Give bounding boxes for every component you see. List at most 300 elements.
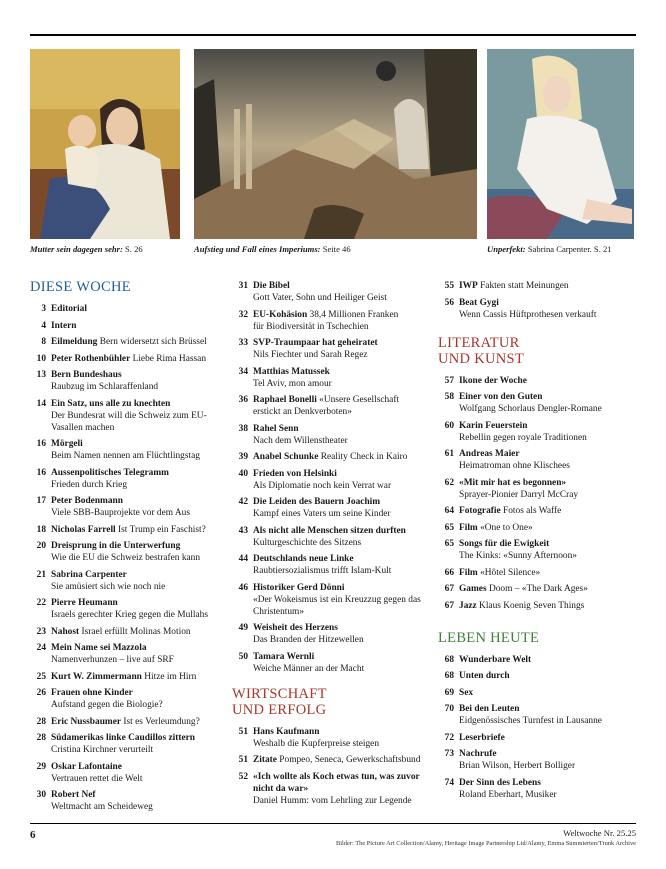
toc-entry-body	[51, 569, 222, 593]
toc-entry-body	[253, 754, 432, 766]
toc-entry-body	[253, 622, 432, 646]
photo-sabrina-carpenter[interactable]	[487, 49, 634, 239]
toc-entry-body	[51, 524, 222, 536]
toc-entry-inline-text: Bern widersetzt sich Brüssel	[97, 337, 207, 347]
toc-entry-body	[51, 716, 222, 728]
toc-entry[interactable]	[232, 771, 432, 807]
toc-entry-description: Brian Wilson, Herbert Bolliger	[459, 761, 576, 771]
toc-entry-description: Eidgenössisches Turnfest in Lausanne	[459, 716, 602, 726]
toc-entry[interactable]	[438, 280, 638, 292]
toc-entry-body	[253, 280, 432, 304]
toc-entry-title: Eilmeldung	[51, 337, 98, 347]
toc-entry-body	[51, 540, 222, 564]
toc-entry-inline-text: 38,4 Millionen Franken	[307, 309, 399, 320]
toc-entry-body	[51, 353, 222, 365]
column-middle	[232, 280, 432, 811]
toc-entry-title: Sabrina Carpenter	[51, 569, 127, 580]
toc-page-number: 57	[444, 375, 454, 386]
toc-entry-description: Sie amüsiert sich wie noch nie	[51, 581, 166, 592]
toc-page-number: 22	[36, 598, 46, 608]
toc-entry[interactable]	[30, 642, 222, 666]
toc-entry[interactable]	[232, 622, 432, 646]
toc-entry[interactable]	[232, 651, 432, 675]
toc-entry-title: Zitate	[253, 755, 277, 765]
toc-entry-body	[253, 337, 432, 361]
toc-entry-body	[51, 597, 222, 621]
toc-entry-description: für Biodiversität in Tschechien	[253, 321, 369, 332]
toc-page-number: 46	[238, 582, 248, 593]
toc-entry[interactable]	[30, 761, 222, 785]
toc-entry-description: Kampf eines Vaters um seine Kinder	[253, 509, 391, 519]
toc-page-number: 52	[238, 771, 248, 782]
toc-entry[interactable]	[232, 468, 432, 492]
toc-entry-inline-text: Pompeo, Seneca, Gewerkschaftsbund	[276, 755, 421, 765]
toc-entry-description: The Kinks: «Sunny Afternoon»	[459, 551, 577, 561]
toc-entry-body	[459, 703, 638, 727]
toc-page-number: 14	[36, 398, 46, 409]
toc-page-number: 34	[238, 366, 248, 377]
toc-page-number: 51	[238, 755, 248, 765]
toc-page-number: 67	[444, 584, 454, 594]
toc-entry-title: Der Sinn des Lebens	[459, 777, 541, 788]
toc-entry-inline-text: Liebe Rima Hassan	[130, 353, 207, 364]
toc-entry-title: Mein Name sei Mazzola	[51, 643, 147, 653]
toc-page-number: 65	[444, 539, 454, 549]
toc-entry-body	[51, 398, 222, 434]
toc-entry-title: Film	[459, 522, 478, 533]
toc-page-number: 69	[444, 687, 454, 698]
toc-page-number: 38	[238, 423, 248, 434]
toc-entry-description: Wenn Cassis Hüftprothesen verkauft	[459, 309, 597, 320]
toc-entry[interactable]	[232, 553, 432, 577]
toc-entry[interactable]	[30, 495, 222, 519]
toc-entry-inline-text: «Unsere Gesellschaft	[316, 395, 400, 405]
toc-entry-title: Anabel Schunke	[253, 452, 319, 462]
toc-page-number: 56	[444, 297, 454, 308]
toc-entry-body	[51, 642, 222, 666]
toc-entry-title: Oskar Lafontaine	[51, 761, 122, 772]
toc-page-number: 28	[36, 716, 46, 727]
toc-entry-title: Robert Nef	[51, 790, 96, 800]
column-diese-woche	[30, 279, 222, 818]
toc-entry-title: Ein Satz, uns alle zu knechten	[51, 398, 171, 409]
caption-empire: Aufstieg und Fall eines Imperiums: Seite 46	[194, 244, 351, 254]
toc-page-number: 36	[238, 395, 248, 405]
toc-entry-body	[51, 336, 222, 348]
toc-entry-title: Sex	[459, 687, 474, 698]
toc-entry-title: Editorial	[51, 304, 87, 314]
toc-entry-description: Kulturgeschichte des Sitzens	[253, 537, 362, 548]
toc-entry-inline-text: «Hôtel Silence»	[477, 567, 541, 578]
toc-entry[interactable]	[30, 732, 222, 756]
toc-entry-description: Sprayer-Pionier Darryl McCray	[459, 489, 579, 500]
toc-entry[interactable]	[438, 583, 638, 595]
toc-entry-description: Beim Namen nennen am Flüchtlingstag	[51, 451, 200, 461]
toc-entry-body	[51, 438, 222, 462]
toc-page-number: 3	[41, 304, 46, 314]
toc-entry-body	[51, 761, 222, 785]
toc-entry-body	[51, 303, 222, 315]
toc-page-number: 55	[444, 281, 454, 291]
toc-entry-description: Raubzug im Schlaraffenland	[51, 382, 159, 392]
toc-page-number: 21	[36, 569, 46, 580]
toc-entry-body	[51, 626, 222, 638]
toc-entry-title: Einer von den Guten	[459, 392, 543, 402]
toc-entry-body	[459, 522, 638, 534]
toc-entry-title: Aussenpolitisches Telegramm	[51, 467, 169, 478]
toc-entry-body	[459, 391, 638, 415]
toc-entry[interactable]	[30, 467, 222, 491]
section-title-leben-heute: LEBEN HEUTE	[438, 629, 540, 646]
toc-entry-title: Film	[459, 567, 478, 578]
toc-entry-title: Nicholas Farrell	[51, 524, 116, 535]
toc-entry-description: Roland Eberhart, Musiker	[459, 789, 557, 800]
toc-entry-title: Bei den Leuten	[459, 704, 520, 714]
toc-entry-title: «Mit mir hat es begonnen»	[459, 477, 567, 488]
toc-entry[interactable]	[232, 280, 432, 304]
toc-entry-title: «Ich wollte als Koch etwas tun, was zuvor nicht da war»	[253, 771, 420, 794]
toc-entry[interactable]	[438, 420, 638, 444]
toc-entry-body	[253, 771, 432, 807]
toc-entry-title: Mörgeli	[51, 439, 83, 449]
toc-entry-title: Andreas Maier	[459, 449, 520, 459]
toc-entry-title: Leserbriefe	[459, 732, 505, 743]
toc-entry-body	[51, 369, 222, 393]
toc-page-number: 67	[444, 600, 454, 611]
toc-entry-title: Nahost	[51, 626, 80, 637]
toc-entry[interactable]	[30, 336, 222, 348]
toc-entry-title: Pierre Heumann	[51, 598, 118, 608]
toc-page-number: 64	[444, 506, 454, 516]
toc-page-number: 13	[36, 370, 46, 380]
toc-entry[interactable]	[30, 524, 222, 536]
caption-mother: Mutter sein dagegen sehr: S. 26	[30, 244, 143, 254]
section-title-wirtschaft	[232, 686, 432, 718]
toc-page-number: 20	[36, 541, 46, 551]
toc-entry[interactable]	[438, 522, 638, 534]
toc-entry-body	[51, 732, 222, 756]
toc-entry-title: Nachrufe	[459, 749, 497, 759]
toc-entry-description: Heimatroman ohne Klischees	[459, 461, 570, 471]
toc-entry-body	[51, 687, 222, 711]
toc-entry-description: Viele SBB-Bauprojekte vor dem Aus	[51, 508, 190, 518]
photo-course-of-empire[interactable]	[194, 49, 477, 239]
toc-page-number: 74	[444, 777, 454, 788]
toc-entry[interactable]	[438, 477, 638, 501]
toc-entry-title: Weisheit des Herzens	[253, 623, 338, 633]
toc-entry[interactable]	[30, 597, 222, 621]
toc-entry-inline-text: Fotos als Waffe	[500, 506, 562, 516]
toc-entry-description: Nils Fiechter und Sarah Regez	[253, 350, 368, 360]
toc-entry[interactable]	[438, 375, 638, 387]
section-title-diese-woche: DIESE WOCHE	[30, 279, 131, 295]
toc-page-number: 61	[444, 449, 454, 459]
toc-entry[interactable]	[438, 391, 638, 415]
section-title-line: LITERATUR	[438, 334, 520, 351]
toc-page-number: 43	[238, 525, 248, 536]
toc-entry-body	[253, 582, 432, 618]
toc-page-number: 24	[36, 643, 46, 653]
toc-entry[interactable]	[438, 670, 638, 682]
toc-entry-title: Die Bibel	[253, 281, 290, 291]
toc-page-number: 40	[238, 468, 248, 479]
toc-entry-description: Aufstand gegen die Biologie?	[51, 700, 163, 710]
toc-entry[interactable]	[438, 748, 638, 772]
toc-entry-description: Nach dem Willenstheater	[253, 435, 348, 446]
section-title-line: UND ERFOLG	[232, 701, 327, 718]
toc-entry-title: Frauen ohne Kinder	[51, 688, 133, 698]
toc-entry[interactable]	[438, 703, 638, 727]
toc-entry-body	[459, 280, 638, 292]
toc-entry[interactable]	[438, 654, 638, 666]
toc-entry[interactable]	[30, 687, 222, 711]
toc-entry-title: Raphael Bonelli	[253, 395, 317, 405]
toc-page-number: 30	[36, 790, 46, 800]
toc-page-number: 16	[36, 439, 46, 449]
toc-page-number: 68	[444, 654, 454, 665]
toc-entry-title: Kurt W. Zimmermann	[51, 671, 142, 682]
toc-entry[interactable]	[232, 423, 432, 447]
toc-entry-description: Weiche Männer an der Macht	[253, 663, 365, 674]
toc-entry-title: Ikone der Woche	[459, 375, 527, 386]
toc-entry-title: Games	[459, 584, 487, 594]
toc-entry[interactable]	[232, 394, 432, 418]
toc-entry-body	[459, 748, 638, 772]
toc-page-number: 18	[36, 524, 46, 535]
toc-entry-body	[253, 451, 432, 463]
toc-entry-description: Gott Vater, Sohn und Heiliger Geist	[253, 293, 387, 303]
toc-entry-title: Frieden von Helsinki	[253, 468, 337, 479]
toc-entry-body	[459, 477, 638, 501]
top-rule	[30, 34, 636, 36]
toc-entry[interactable]	[438, 567, 638, 579]
toc-entry-body	[253, 651, 432, 675]
toc-entry-title: Hans Kaufmann	[253, 726, 320, 737]
toc-entry-inline-text: Doom – «The Dark Ages»	[486, 584, 588, 594]
toc-entry[interactable]	[438, 732, 638, 744]
issue-label: Weltwoche Nr. 25.25	[563, 828, 636, 838]
toc-entry-body	[253, 394, 432, 418]
toc-entry[interactable]	[30, 303, 222, 315]
toc-entry[interactable]	[232, 726, 432, 750]
toc-entry-body	[459, 567, 638, 579]
toc-entry-body	[459, 732, 638, 744]
toc-entry-description: Frieden durch Krieg	[51, 479, 128, 490]
toc-entry-body	[51, 671, 222, 683]
toc-entry[interactable]	[30, 671, 222, 683]
toc-entry[interactable]	[30, 789, 222, 813]
toc-entry[interactable]	[438, 600, 638, 612]
toc-entry-body	[459, 600, 638, 612]
toc-entry-title: Peter Bodenmann	[51, 496, 123, 506]
toc-entry-title: Jazz	[459, 600, 477, 611]
toc-entry[interactable]	[30, 716, 222, 728]
toc-page-number: 44	[238, 554, 248, 564]
toc-entry-body	[253, 366, 432, 390]
toc-entry[interactable]	[232, 754, 432, 766]
toc-entry-description: Tel Aviv, mon amour	[253, 378, 332, 389]
toc-entry-title: Intern	[51, 320, 77, 331]
toc-entry-body	[51, 320, 222, 332]
toc-entry-description: Der Bundesrat will die Schweiz zum EU-Vasallen machen	[51, 410, 207, 433]
toc-entry-inline-text: Ist Trump ein Faschist?	[115, 524, 206, 535]
bottom-rule	[30, 823, 636, 824]
toc-page-number: 29	[36, 761, 46, 772]
toc-page-number: 28	[36, 733, 46, 743]
toc-page-number: 26	[36, 688, 46, 698]
toc-page-number: 66	[444, 567, 454, 578]
toc-entry-inline-text: Ist es Verleumdung?	[121, 716, 200, 727]
toc-entry[interactable]	[438, 448, 638, 472]
toc-entry-description: Wolfgang Schorlaus Dengler-Romane	[459, 404, 602, 414]
toc-entry-inline-text: «One to One»	[477, 522, 533, 533]
section-title-literatur	[438, 335, 638, 367]
toc-entry-description: Israels gerechter Krieg gegen die Mullahs	[51, 610, 208, 620]
toc-entry[interactable]	[232, 525, 432, 549]
toc-entry-body	[459, 654, 638, 666]
toc-page-number: 60	[444, 420, 454, 431]
toc-page-number: 16	[36, 467, 46, 478]
toc-page-number: 42	[238, 497, 248, 507]
toc-entry[interactable]	[30, 369, 222, 393]
toc-entry-description: Raubtiersozialismus trifft Islam-Kult	[253, 566, 392, 576]
toc-entry-title: Karin Feuerstein	[459, 420, 528, 431]
toc-entry-body	[253, 423, 432, 447]
toc-entry-title: Peter Rothenbühler	[51, 353, 131, 364]
toc-entry-description: Vertrauen rettet die Welt	[51, 773, 143, 784]
toc-entry[interactable]	[438, 297, 638, 321]
toc-entry-description: Als Diplomatie noch kein Verrat war	[253, 480, 392, 491]
toc-entry-inline-text: Reality Check in Kairo	[318, 452, 408, 462]
toc-entry-title: Matthias Matussek	[253, 366, 330, 377]
toc-entry-title: Tamara Wernli	[253, 651, 315, 662]
toc-entry-body	[51, 789, 222, 813]
toc-page-number: 72	[444, 732, 454, 743]
toc-entry[interactable]	[438, 538, 638, 562]
toc-entry-title: Die Leiden des Bauern Joachim	[253, 497, 381, 507]
toc-page-number: 39	[238, 452, 248, 462]
toc-page-number: 51	[238, 726, 248, 737]
toc-entry-body	[459, 448, 638, 472]
toc-entry-inline-text: Fakten statt Meinungen	[477, 281, 569, 291]
toc-entry-body	[459, 297, 638, 321]
toc-entry-body	[253, 309, 432, 333]
page-number: 6	[30, 829, 36, 841]
toc-entry-description: erstickt an Denkverboten»	[253, 407, 352, 417]
toc-entry-title: Deutschlands neue Linke	[253, 554, 354, 564]
toc-entry[interactable]	[232, 366, 432, 390]
toc-entry-description: Namenverhunzen – live auf SRF	[51, 655, 174, 665]
toc-entry-title: EU-Kohäsion	[253, 309, 308, 320]
toc-entry-title: Eric Nussbaumer	[51, 716, 122, 727]
toc-page-number: 62	[444, 477, 454, 488]
toc-entry-description: Das Branden der Hitzewellen	[253, 635, 364, 645]
toc-entry-description: Rebellin gegen royale Traditionen	[459, 432, 587, 443]
toc-page-number: 10	[36, 353, 46, 364]
toc-entry[interactable]	[232, 582, 432, 618]
toc-entry-title: IWP	[459, 281, 478, 291]
photo-credits: Bilder: The Picture Art Collection/Alamy, Heritage Image Partnership Ltd/Alamy, Emma Summierten/Trunk Archive	[335, 840, 636, 847]
toc-entry-title: Südamerikas linke Caudillos zittern	[51, 733, 196, 743]
toc-entry-body	[51, 495, 222, 519]
toc-entry[interactable]	[30, 353, 222, 365]
photo-mother-child[interactable]	[30, 49, 180, 239]
toc-page-number: 17	[36, 496, 46, 506]
toc-entry-title: Als nicht alle Menschen sitzen durften	[253, 525, 406, 536]
toc-entry-body	[459, 583, 638, 595]
toc-entry-body	[459, 375, 638, 387]
toc-entry-description: Daniel Humm: vom Lehrling zur Legende	[253, 795, 412, 806]
toc-entry-body	[459, 687, 638, 699]
toc-entry-title: Beat Gygi	[459, 297, 499, 308]
caption-carpenter: Unperfekt: Sabrina Carpenter. S. 21	[487, 244, 612, 254]
toc-page-number: 25	[36, 671, 46, 682]
section-title-line: UND KUNST	[438, 350, 525, 367]
toc-page-number: 23	[36, 626, 46, 637]
toc-entry[interactable]	[232, 496, 432, 520]
toc-page-number: 49	[238, 623, 248, 633]
toc-entry[interactable]	[232, 337, 432, 361]
toc-entry[interactable]	[30, 438, 222, 462]
toc-entry-body	[253, 496, 432, 520]
toc-entry-description: Wie die EU die Schweiz bestrafen kann	[51, 553, 201, 563]
toc-entry[interactable]	[30, 540, 222, 564]
toc-page-number: 70	[444, 704, 454, 714]
toc-entry-inline-text: Klaus Koenig Seven Things	[476, 600, 585, 611]
toc-entry-body	[459, 777, 638, 801]
toc-entry-body	[459, 420, 638, 444]
toc-entry[interactable]	[232, 309, 432, 333]
toc-entry-body	[51, 467, 222, 491]
toc-entry[interactable]	[30, 320, 222, 332]
toc-entry-body	[253, 468, 432, 492]
toc-entry[interactable]	[438, 505, 638, 517]
toc-entry[interactable]	[232, 451, 432, 463]
toc-page-number: 73	[444, 749, 454, 759]
toc-entry-title: Dreisprung in die Unterwerfung	[51, 541, 181, 551]
toc-page-number: 33	[238, 338, 248, 348]
toc-page-number: 31	[238, 281, 248, 291]
toc-entry-body	[459, 538, 638, 562]
toc-page-number: 8	[41, 337, 46, 347]
toc-entry-title: Wunderbare Welt	[459, 654, 532, 665]
toc-entry-body	[253, 726, 432, 750]
toc-entry-description: Cristina Kirchner verurteilt	[51, 745, 154, 755]
toc-entry-description: «Der Wokeismus ist ein Kreuzzug gegen das Christentum»	[253, 594, 421, 617]
toc-entry-title: Bern Bundeshaus	[51, 370, 122, 380]
toc-page-number: 32	[238, 309, 248, 320]
toc-entry-body	[459, 670, 638, 682]
toc-entry[interactable]	[438, 687, 638, 699]
toc-entry[interactable]	[438, 777, 638, 801]
toc-entry-title: Rahel Senn	[253, 423, 299, 434]
toc-entry-inline-text: Hitze im Hirn	[141, 671, 197, 682]
section-title-line: WIRTSCHAFT	[232, 685, 327, 702]
toc-entry-inline-text: Israel erfüllt Molinas Motion	[79, 626, 191, 637]
toc-entry-title: Songs für die Ewigkeit	[459, 539, 550, 549]
toc-entry-title: Fotografie	[459, 506, 501, 516]
toc-page-number: 68	[444, 671, 454, 681]
toc-entry-title: SVP-Traumpaar hat geheiratet	[253, 338, 378, 348]
toc-entry[interactable]	[30, 569, 222, 593]
toc-entry-title: Historiker Gerd Dönni	[253, 582, 345, 593]
toc-entry-body	[253, 525, 432, 549]
toc-entry-body	[459, 505, 638, 517]
column-right	[438, 280, 638, 805]
toc-page-number: 65	[444, 522, 454, 533]
toc-entry[interactable]	[30, 398, 222, 434]
toc-entry[interactable]	[30, 626, 222, 638]
